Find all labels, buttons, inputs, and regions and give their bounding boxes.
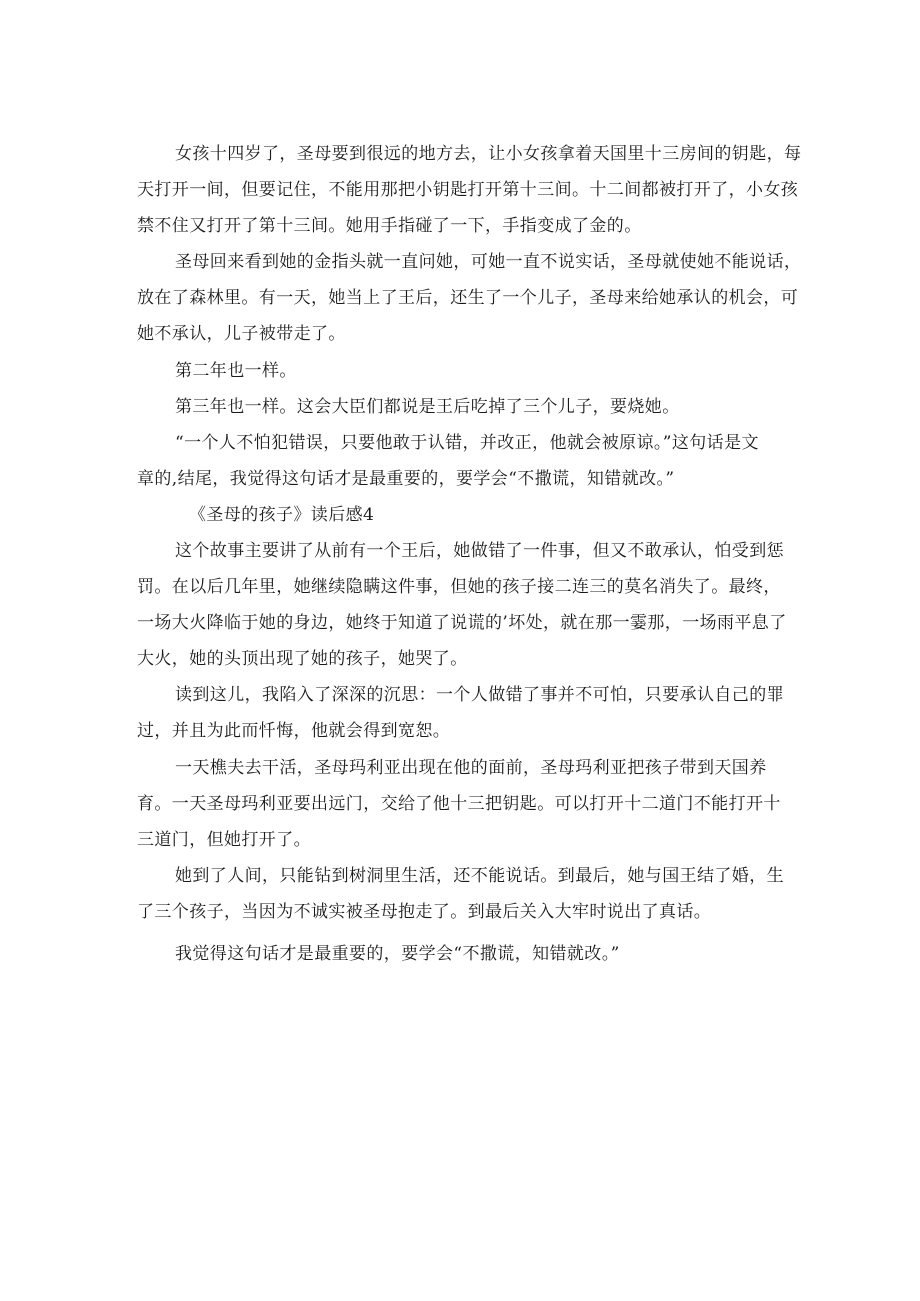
text-line: 第二年也一样。 xyxy=(175,361,297,381)
text-line: 天打开一间，但要记住，不能用那把小钥匙打开第十三间。十二间都被打开了，小女孩 xyxy=(137,180,799,200)
text-line: 我觉得这句话才是最重要的，要学会“不撒谎，知错就改。” xyxy=(175,944,620,964)
text-line: 过，并且为此而忏悔，他就会得到宽恕。 xyxy=(137,721,451,741)
text-line: 三道门，但她打开了。 xyxy=(137,830,311,850)
text-line: 她到了人间，只能钻到树洞里生活，还不能说话。到最后，她与国王结了婚，生 xyxy=(175,866,784,886)
text-line: 章的,结尾，我觉得这句话才是最重要的，要学会“不撒谎，知错就改。” xyxy=(137,469,675,489)
text-line: 圣母回来看到她的金指头就一直问她，可她一直不说实话，圣母就使她不能说话， xyxy=(175,252,802,272)
text-line: 第三年也一样。这会大臣们都说是王后吃掉了三个儿子，要烧她。 xyxy=(175,397,680,417)
text-line: 放在了森林里。有一天，她当上了王后，还生了一个儿子，圣母来给她承认的机会，可 xyxy=(137,288,799,308)
section-heading: 《圣母的孩子》读后感4 xyxy=(189,505,375,525)
text-line: 读到这儿，我陷入了深深的沉思：一个人做错了事并不可怕，只要承认自己的罪 xyxy=(175,685,784,705)
text-line: 一天樵夫去干活，圣母玛利亚出现在他的面前，圣母玛利亚把孩子带到天国养 xyxy=(175,758,767,778)
text-line: 这个故事主要讲了从前有一个王后，她做错了一件事，但又不敢承认，怕受到惩 xyxy=(175,541,784,561)
text-line: 一场大火降临于她的身边，她终于知道了说谎的’坏处，就在那一霎那，一场雨平息了 xyxy=(137,613,787,633)
text-line: 育。一天圣母玛利亚要出远门，交给了他十三把钥匙。可以打开十二道门不能打开十 xyxy=(137,794,781,814)
text-line: 女孩十四岁了，圣母要到很远的地方去，让小女孩拿着天国里十三房间的钥匙，每 xyxy=(175,144,802,164)
text-line: 禁不住又打开了第十三间。她用手指碰了一下，手指变成了金的。 xyxy=(137,216,642,236)
text-line: 了三个孩子，当因为不诚实被圣母抱走了。到最后关入大牢时说出了真话。 xyxy=(137,902,712,922)
text-line: 罚。在以后几年里，她继续隐瞒这件事，但她的孩子接二连三的莫名消失了。最终， xyxy=(137,577,781,597)
text-line: 大火，她的头顶出现了她的孩子，她哭了。 xyxy=(137,649,468,669)
text-line: 她不承认，儿子被带走了。 xyxy=(137,324,346,344)
text-line: “一个人不怕犯错误，只要他敢于认错，并改正，他就会被原谅。”这句话是文 xyxy=(175,433,759,453)
